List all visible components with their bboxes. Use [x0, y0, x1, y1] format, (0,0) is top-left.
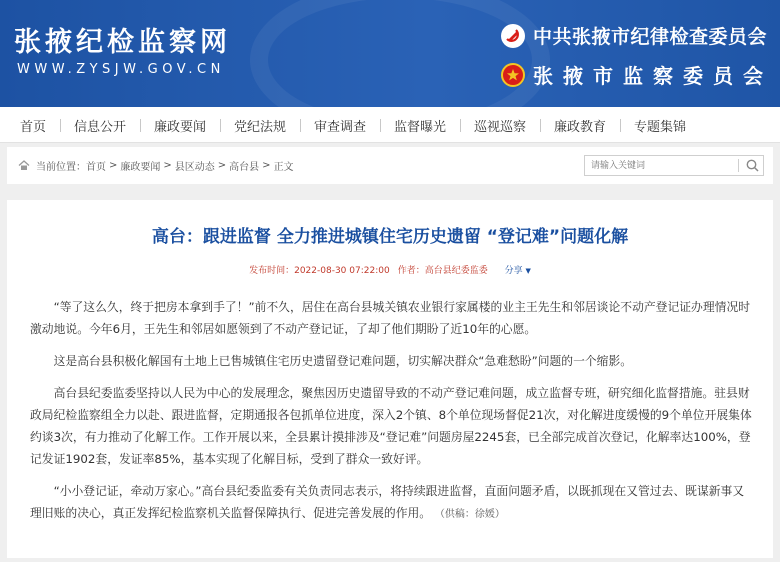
- nav-item-investigation[interactable]: 审查调查: [314, 120, 367, 135]
- nav-divider: [220, 119, 221, 132]
- breadcrumb-news[interactable]: 廉政要闻: [120, 162, 161, 173]
- breadcrumb-separator: >: [109, 160, 118, 171]
- breadcrumb-separator: >: [262, 160, 271, 171]
- search-button[interactable]: [742, 157, 763, 174]
- nav-item-topics[interactable]: 专题集锦: [634, 120, 687, 135]
- article-meta: [7, 263, 773, 276]
- nav-divider: [60, 119, 61, 132]
- author: 高台县纪委监委: [424, 266, 488, 276]
- site-logo-title[interactable]: 张掖纪检监察网: [14, 27, 231, 58]
- nav-divider: [620, 119, 621, 132]
- nav-item-news[interactable]: 廉政要闻: [154, 120, 207, 135]
- share-button[interactable]: [505, 266, 531, 276]
- breadcrumb-separator: >: [163, 160, 172, 171]
- home-icon: [18, 160, 30, 171]
- breadcrumb-bar: [7, 147, 773, 184]
- article-panel: [7, 200, 773, 558]
- article-signature: （供稿：徐媛）: [434, 509, 505, 520]
- nav-divider: [460, 119, 461, 132]
- breadcrumb-separator: >: [217, 160, 227, 171]
- nav-item-info[interactable]: 信息公开: [74, 120, 127, 135]
- site-header: [0, 0, 780, 107]
- breadcrumb-prefix: 当前位置：: [36, 162, 86, 173]
- search-box: [584, 155, 764, 176]
- publish-time-label: 发布时间：: [249, 266, 295, 276]
- nav-item-inspection[interactable]: 巡视巡察: [474, 120, 527, 135]
- search-icon: [746, 159, 759, 172]
- breadcrumb-current: 正文: [273, 162, 294, 173]
- author-label: 作者：: [397, 266, 425, 276]
- article-paragraph-last: [30, 480, 754, 526]
- party-emblem-icon: [501, 24, 525, 48]
- nav-item-education[interactable]: 廉政教育: [554, 120, 607, 135]
- site-url: WWW.ZYSJW.GOV.CN: [17, 62, 225, 77]
- nav-divider: [300, 119, 301, 132]
- breadcrumb-gaotai[interactable]: 高台县: [229, 162, 260, 173]
- org-name-commission: [501, 22, 767, 49]
- share-label: 分享: [504, 266, 523, 276]
- nav-divider: [380, 119, 381, 132]
- nav-item-home[interactable]: 首页: [20, 120, 47, 135]
- breadcrumb: [18, 158, 294, 173]
- nav-divider: [540, 119, 541, 132]
- header-decoration: [250, 0, 550, 107]
- article-body: [30, 296, 754, 536]
- breadcrumb-county-news[interactable]: 县区动态: [174, 162, 215, 173]
- article-paragraph: 高台县纪委监委坚持以人民为中心的发展理念，聚焦因历史遗留导致的不动产登记难问题，成立监督专班，研究细化监督措施。驻县财政局纪检监察组全力以赴、跟进监督，定期通报各包抓单位进度，深入2个镇、8个单位现场督促21次，对化解进度缓慢的9个单位开展集体约谈3次，有力推动了化解工作。工作开展以来，全县累计摸排涉及“登记难”问题房屋2245套，已全部完成首次登记，化解率达100%，登记发证1902套，发证率85%，基本实现了化解目标，受到了群众一致好评。: [30, 386, 752, 466]
- search-divider: [738, 159, 739, 172]
- nav-item-regulations[interactable]: 党纪法规: [234, 120, 287, 135]
- search-input[interactable]: [585, 156, 733, 175]
- nav-item-exposure[interactable]: 监督曝光: [394, 120, 447, 135]
- main-nav: [0, 107, 780, 143]
- article-paragraph: “等了这么久，终于把房本拿到手了！”前不久，居住在高台县城关镇农业银行家属楼的业主王先生和邻居谈论不动产登记证办理情况时激动地说。今年6月，王先生和邻居如愿领到了不动产登记证，了却了他们期盼了近10年的心愿。: [30, 300, 751, 336]
- org-name-line2: 张掖市监察委员会: [533, 64, 773, 88]
- article-paragraph: 这是高台县积极化解国有土地上已售城镇住宅历史遗留登记难问题，切实解决群众“急难愁盼”问题的一个缩影。: [53, 354, 633, 368]
- publish-time: 2022-08-30 07:22:00: [294, 266, 390, 276]
- breadcrumb-home[interactable]: 首页: [86, 162, 106, 173]
- org-name-line1: 中共张掖市纪律检查委员会: [533, 26, 768, 48]
- article-paragraph-text: “小小登记证，牵动万家心。”高台县纪委监委有关负责同志表示，将持续跟进监督，直面问题矛盾，以既抓现在又管过去、既谋新事又理旧账的决心，真正发挥纪检监察机关监督保障执行、促进完善发展的作用。: [30, 484, 745, 520]
- article-title: 高台：跟进监督 全力推进城镇住宅历史遗留 “登记难”问题化解: [151, 227, 629, 247]
- national-emblem-icon: [501, 63, 525, 87]
- nav-divider: [140, 119, 141, 132]
- chevron-down-icon: ▼: [525, 267, 531, 275]
- org-name-supervision: [501, 60, 773, 89]
